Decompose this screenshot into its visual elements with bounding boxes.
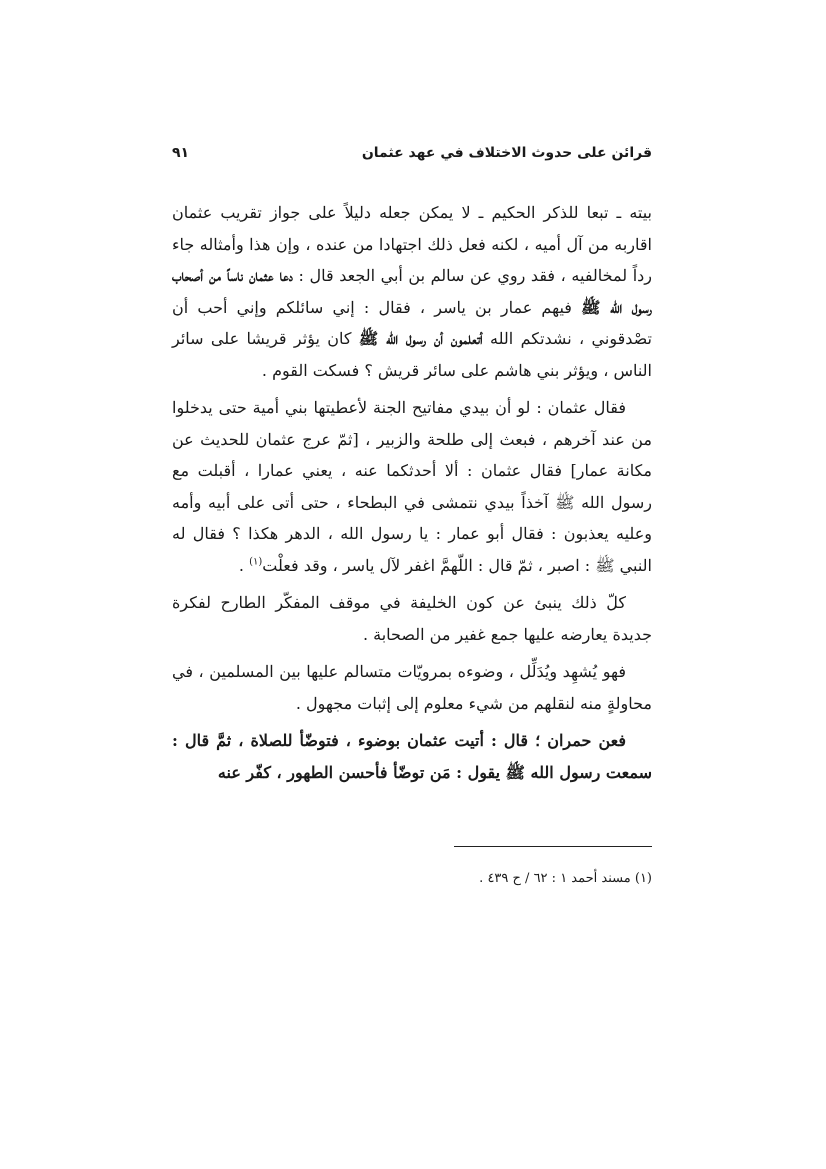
text-run: كلّ ذلك ينبئ عن كون الخليفة في موقف المفكّر الطارح لفكرة جديدة يعارضه عليها جمع غفير من الصحابة . (172, 593, 652, 644)
running-header (172, 145, 652, 171)
text-run-bold: أتعلمون أن رسول الله ﷺ (358, 329, 483, 348)
footnote-divider (454, 846, 652, 847)
footnote-marker: (١) (249, 556, 263, 568)
page-number: ٩١ (172, 145, 190, 161)
main-text (172, 197, 652, 788)
footnote: (١) مسند أحمد ١ : ٦٢ / ح ٤٣٩ . (479, 871, 652, 886)
text-run-bold: فعن حمران ؛ قال : أتيت عثمان بوضوء ، فتوضّأ للصلاة ، ثمَّ قال : سمعت رسول الله ﷺ يقول : مَن توضّأ فأحسن الطهور ، كفّر عنه (172, 731, 652, 782)
paragraph-3 (172, 587, 652, 650)
text-run: فهو يُشهِد ويُدَلِّل ، وضوءه بمرويّات متسالم عليها بين المسلمين ، في محاولةٍ منه لنقلهم من شيء معلوم إلى إثبات مجهول . (172, 662, 652, 713)
text-run: فقال عثمان : لو أن بيدي مفاتيح الجنة لأعطيتها بني أمية حتى يدخلوا من عند آخرهم ، فبعث إلى طلحة والزبير ، [ثمّ عرج عثمان للحديث عن مكانة عمار] فقال عثمان : ألا أحدثكما عنه ، يعني عمارا ، أقبلت مع رسول الله ﷺ آخذاً بيدي نتمشى في البطحاء ، حتى أتى على أبيه وأمه وعليه يعذبون : فقال أبو عمار : يا رسول الله ، الدهر هكذا ؟ فقال له النبي ﷺ : اصبر ، ثمّ قال : اللّهمَّ اغفر لآل ياسر ، وقد فعلْت (172, 398, 652, 575)
text-run: بيته ـ تبعا للذكر الحكيم ـ لا يمكن جعله دليلاً على جواز تقريب عثمان اقاربه من آل أميه ، لكنه فعل ذلك اجتهادا من عنده ، وإن هذا وأمثاله جاء رداً لمخالفيه ، فقد روي عن سالم بن أبي الجعد قال : (172, 203, 653, 285)
paragraph-2 (172, 392, 652, 581)
page-body (172, 145, 652, 889)
text-run: كان يؤثر قريشا على سائر الناس ، ويؤثر بني هاشم على سائر قريش ؟ فسكت القوم . (172, 329, 652, 380)
paragraph-4 (172, 656, 652, 719)
text-run: . (238, 555, 250, 575)
header-title: قرائن على حدوث الاختلاف في عهد عثمان (361, 145, 652, 161)
paragraph-5 (172, 725, 652, 788)
text-run-bold: دعا عثمان ناساً من أصحاب رسول الله ﷺ (172, 266, 652, 317)
paragraph-1 (172, 197, 652, 386)
text-run: فيهم عمار بن ياسر ، فقال : إني سائلكم وإني أحب أن تصْدقوني ، نشدتكم الله (172, 297, 652, 348)
